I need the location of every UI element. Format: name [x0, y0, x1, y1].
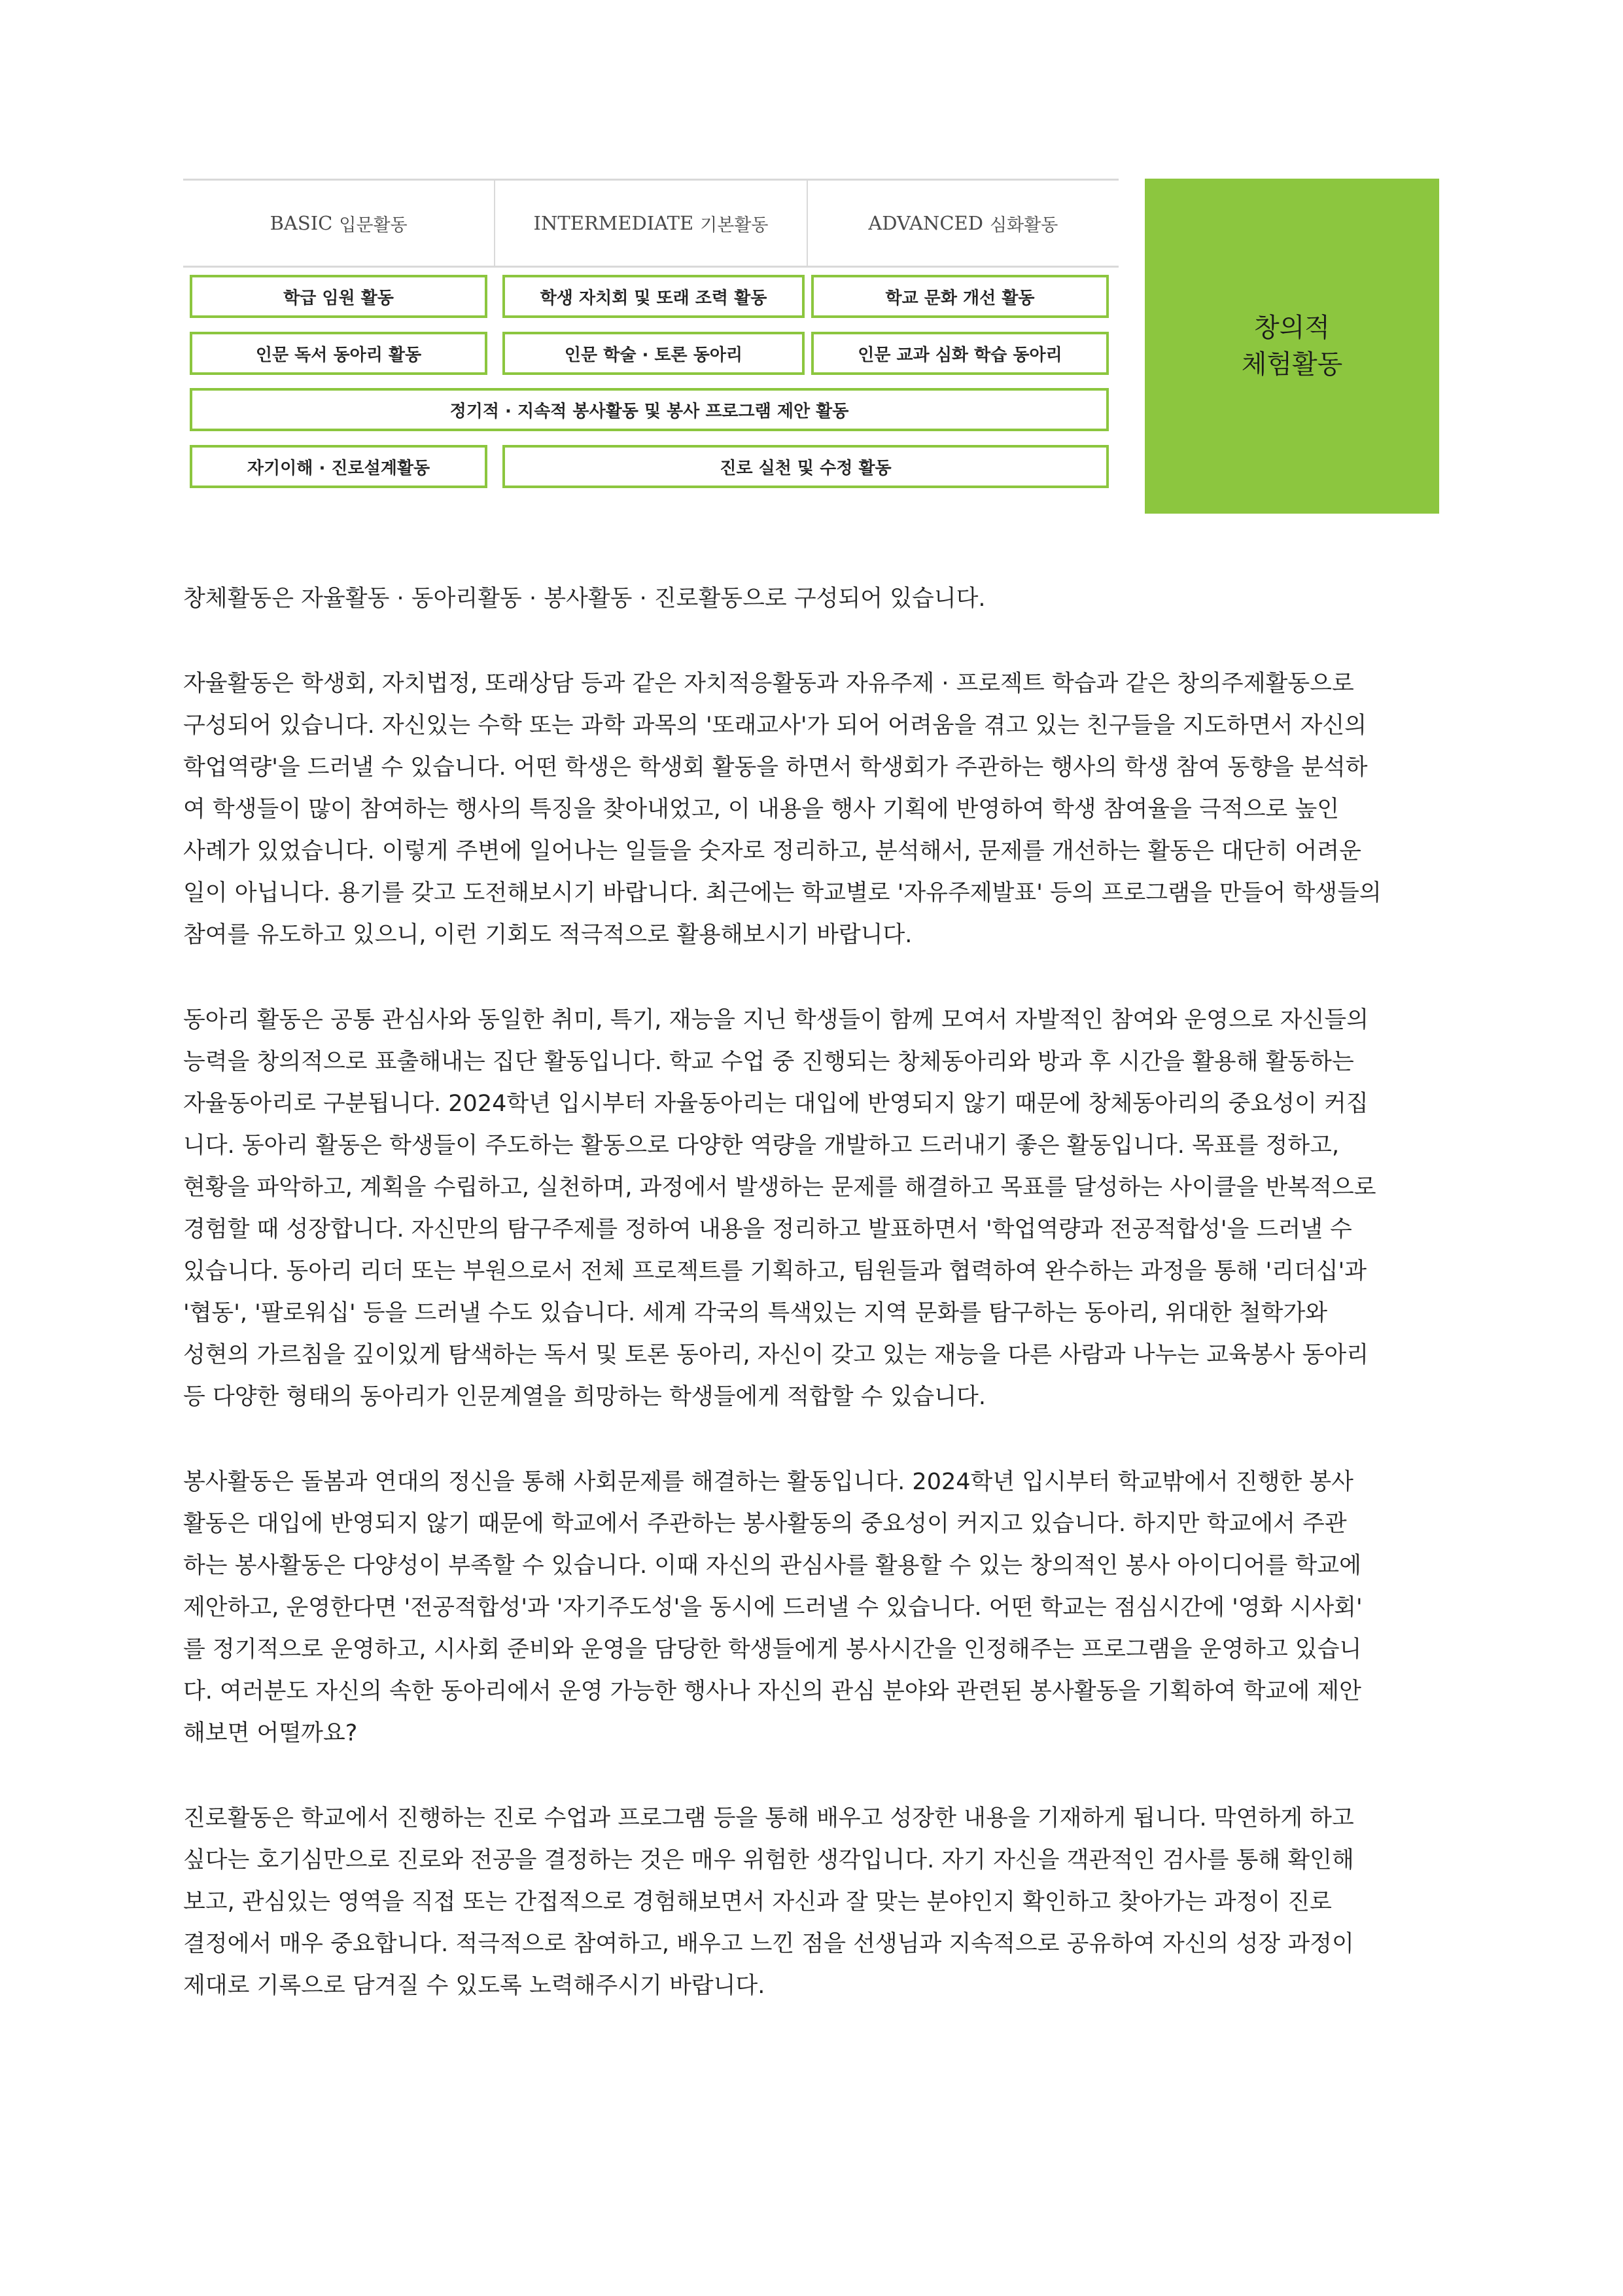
activity-box-volunteer: 정기적 · 지속적 봉사활동 및 봉사 프로그램 제안 활동: [190, 388, 1109, 431]
text-line: 다. 여러분도 자신의 속한 동아리에서 운영 가능한 행사나 자신의 관심 분야와 관련된 봉사활동을 기획하여 학교에 제안: [183, 1678, 1361, 1704]
text-line: 활동은 대입에 반영되지 않기 때문에 학교에서 주관하는 봉사활동의 중요성이 커지고 있습니다. 하지만 학교에서 주관: [183, 1511, 1347, 1537]
activity-diagram: [0, 0, 1623, 523]
text-line: 하는 봉사활동은 다양성이 부족할 수 있습니다. 이때 자신의 관심사를 활용할 수 있는 창의적인 봉사 아이디어를 학교에: [183, 1553, 1361, 1579]
level-basic-kr: 입문활동: [339, 215, 408, 236]
activity-box-class-officer: 학급 임원 활동: [190, 275, 487, 318]
activity-level-header: [183, 179, 1119, 268]
text-line: 를 정기적으로 운영하고, 시사회 준비와 운영을 담당한 학생들에게 봉사시간을 인정해주는 프로그램을 운영하고 있습니: [183, 1636, 1362, 1663]
level-advanced: [807, 181, 1119, 266]
level-intermediate-kr: 기본활동: [700, 215, 769, 236]
text-line: '협동', '팔로워십' 등을 드러낼 수도 있습니다. 세계 각국의 특색있는 지역 문화를 탐구하는 동아리, 위대한 철학가와: [183, 1300, 1328, 1326]
level-basic: [183, 181, 494, 266]
panel-title-line2: 체험활동: [1241, 349, 1343, 380]
text-line: 결정에서 매우 중요합니다. 적극적으로 참여하고, 배우고 느낀 점을 선생님과 지속적으로 공유하여 자신의 성장 과정이: [183, 1931, 1354, 1957]
level-intermediate: [494, 181, 806, 266]
text-line: 보고, 관심있는 영역을 직접 또는 간접적으로 경험해보면서 자신과 잘 맞는 분야인지 확인하고 찾아가는 과정이 진로: [183, 1889, 1332, 1915]
panel-title-line1: 창의적: [1254, 313, 1330, 343]
text-line: 구성되어 있습니다. 자신있는 수학 또는 과학 과목의 '또래교사'가 되어 어려움을 겪고 있는 친구들을 지도하면서 자신의: [183, 713, 1367, 739]
activity-box-reading-club: 인문 독서 동아리 활동: [190, 332, 487, 375]
text-line: 현황을 파악하고, 계획을 수립하고, 실천하며, 과정에서 발생하는 문제를 해결하고 목표를 달성하는 사이클을 반복적으로: [183, 1174, 1376, 1201]
text-line: 진로활동은 학교에서 진행하는 진로 수업과 프로그램 등을 통해 배우고 성장한 내용을 기재하게 됩니다. 막연하게 하고: [183, 1805, 1354, 1831]
text-line: 참여를 유도하고 있으니, 이런 기회도 적극적으로 활용해보시기 바랍니다.: [183, 922, 913, 948]
level-intermediate-en: INTERMEDIATE: [533, 212, 694, 234]
text-line: 싶다는 호기심만으로 진로와 전공을 결정하는 것은 매우 위험한 생각입니다. 자기 자신을 객관적인 검사를 통해 확인해: [183, 1847, 1354, 1873]
text-line: 능력을 창의적으로 표출해내는 집단 활동입니다. 학교 수업 중 진행되는 창체동아리와 방과 후 시간을 활용해 활동하는: [183, 1049, 1354, 1075]
text-line: 여 학생들이 많이 참여하는 행사의 특징을 찾아내었고, 이 내용을 행사 기획에 반영하여 학생 참여율을 극적으로 높인: [183, 796, 1340, 822]
text-line: 자율동아리로 구분됩니다. 2024학년 입시부터 자율동아리는 대입에 반영되지 않기 때문에 창체동아리의 중요성이 커집: [183, 1091, 1369, 1117]
activity-box-advanced-study: 인문 교과 심화 학습 동아리: [811, 332, 1109, 375]
text-line: 동아리 활동은 공통 관심사와 동일한 취미, 특기, 재능을 지닌 학생들이 함께 모여서 자발적인 참여와 운영으로 자신들의: [183, 1007, 1369, 1033]
level-advanced-kr: 심화활동: [989, 215, 1058, 236]
paragraph-intro: [183, 578, 1433, 620]
text-line: 제안하고, 운영한다면 '전공적합성'과 '자기주도성'을 동시에 드러낼 수 있습니다. 어떤 학교는 점심시간에 '영화 시사회': [183, 1595, 1363, 1621]
text-line: 성현의 가르침을 깊이있게 탐색하는 독서 및 토론 동아리, 자신이 갖고 있는 재능을 다른 사람과 나누는 교육봉사 동아리: [183, 1342, 1369, 1368]
activity-box-self-understanding: 자기이해 · 진로설계활동: [190, 445, 487, 488]
text-line: 등 다양한 형태의 동아리가 인문계열을 희망하는 학생들에게 적합할 수 있습니다.: [183, 1384, 986, 1410]
text-line: 사례가 있었습니다. 이렇게 주변에 일어나는 일들을 숫자로 정리하고, 분석해서, 문제를 개선하는 활동은 대단히 어려운: [183, 838, 1361, 864]
activity-box-career-practice: 진로 실천 및 수정 활동: [502, 445, 1109, 488]
text-line: 해보면 어떨까요?: [183, 1720, 358, 1746]
text-line: 학업역량'을 드러낼 수 있습니다. 어떤 학생은 학생회 활동을 하면서 학생회가 주관하는 행사의 학생 참여 동향을 분석하: [183, 754, 1368, 781]
paragraph-autonomous: [183, 663, 1433, 956]
text-line: 경험할 때 성장합니다. 자신만의 탐구주제를 정하여 내용을 정리하고 발표하면서 '학업역량과 전공적합성'을 드러낼 수: [183, 1216, 1352, 1243]
text-line: 니다. 동아리 활동은 학생들이 주도하는 활동으로 다양한 역량을 개발하고 드러내기 좋은 활동입니다. 목표를 정하고,: [183, 1133, 1340, 1159]
paragraph-club: [183, 999, 1433, 1418]
activity-box-student-council: 학생 자치회 및 또래 조력 활동: [502, 275, 805, 318]
activity-box-school-culture: 학교 문화 개선 활동: [811, 275, 1109, 318]
creative-experience-panel: [1145, 179, 1439, 514]
text-line: 봉사활동은 돌봄과 연대의 정신을 통해 사회문제를 해결하는 활동입니다. 2024학년 입시부터 학교밖에서 진행한 봉사: [183, 1469, 1353, 1495]
text-line: 자율활동은 학생회, 자치법정, 또래상담 등과 같은 자치적응활동과 자유주제 · 프로젝트 학습과 같은 창의주제활동으로: [183, 671, 1354, 697]
activity-box-debate-club: 인문 학술 · 토론 동아리: [502, 332, 805, 375]
level-advanced-en: ADVANCED: [868, 212, 983, 234]
level-basic-en: BASIC: [270, 212, 333, 234]
text-line: 일이 아닙니다. 용기를 갖고 도전해보시기 바랍니다. 최근에는 학교별로 '자유주제발표' 등의 프로그램을 만들어 학생들의: [183, 880, 1382, 906]
paragraph-volunteer: [183, 1461, 1433, 1754]
panel-title: [1194, 309, 1390, 383]
document-body: [183, 578, 1433, 2050]
text-line: 제대로 기록으로 담겨질 수 있도록 노력해주시기 바랍니다.: [183, 1973, 765, 1999]
text-line: 창체활동은 자율활동 · 동아리활동 · 봉사활동 · 진로활동으로 구성되어 있습니다.: [183, 586, 986, 612]
text-line: 있습니다. 동아리 리더 또는 부원으로서 전체 프로젝트를 기획하고, 팀원들과 협력하여 완수하는 과정을 통해 '리더십'과: [183, 1258, 1367, 1284]
paragraph-career: [183, 1797, 1433, 2007]
